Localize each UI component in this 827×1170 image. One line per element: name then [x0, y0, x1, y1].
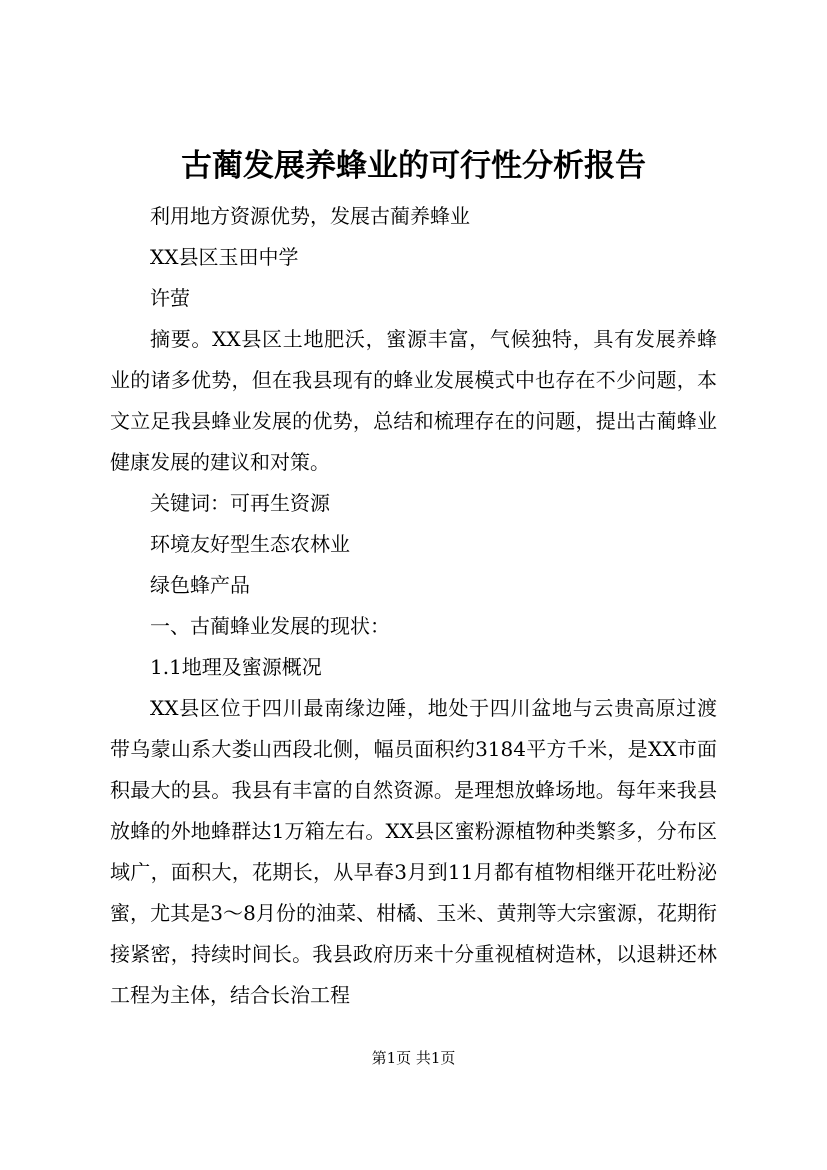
body-paragraph: XX县区位于四川最南缘边陲，地处于四川盆地与云贵高原过渡带乌蒙山系大娄山西段北侧，幅员面积约3184平方千米，是XX市面积最大的县。我县有丰富的自然资源。是理想放蜂场地。每年来我县放蜂的外地蜂群达1万箱左右。XX县区蜜粉源植物种类繁多，分布区域广，面积大，花期长，从早春3月到11月都有植物相继开花吐粉泌蜜，尤其是3～8月份的油菜、柑橘、玉米、黄荆等大宗蜜源，花期衔接紧密，持续时间长。我县政府历来十分重视植树造林，以退耕还林工程为主体，结合长治工程	[110, 696, 717, 1007]
page-footer: 第1页 共1页	[371, 1049, 456, 1067]
keyword-item: 环境友好型生态农林业	[150, 532, 350, 556]
document-title: 古蔺发展养蜂业的可行性分析报告	[181, 148, 646, 184]
keywords-line: 关键词：可再生资源	[150, 491, 330, 515]
subsection-heading: 1.1地理及蜜源概况	[150, 655, 322, 679]
keyword-item: 绿色蜂产品	[150, 573, 250, 597]
author-name: 许萤	[150, 286, 190, 310]
document-body	[110, 196, 717, 1016]
author-school: XX县区玉田中学	[150, 245, 299, 269]
abstract-paragraph: 摘要。XX县区土地肥沃，蜜源丰富，气候独特，具有发展养蜂业的诸多优势，但在我县现有的蜂业发展模式中也存在不少问题，本文立足我县蜂业发展的优势，总结和梳理存在的问题，提出古蔺蜂业健康发展的建议和对策。	[110, 327, 717, 474]
section-heading: 一、古蔺蜂业发展的现状：	[150, 614, 390, 638]
subtitle: 利用地方资源优势，发展古蔺养蜂业	[150, 204, 470, 228]
